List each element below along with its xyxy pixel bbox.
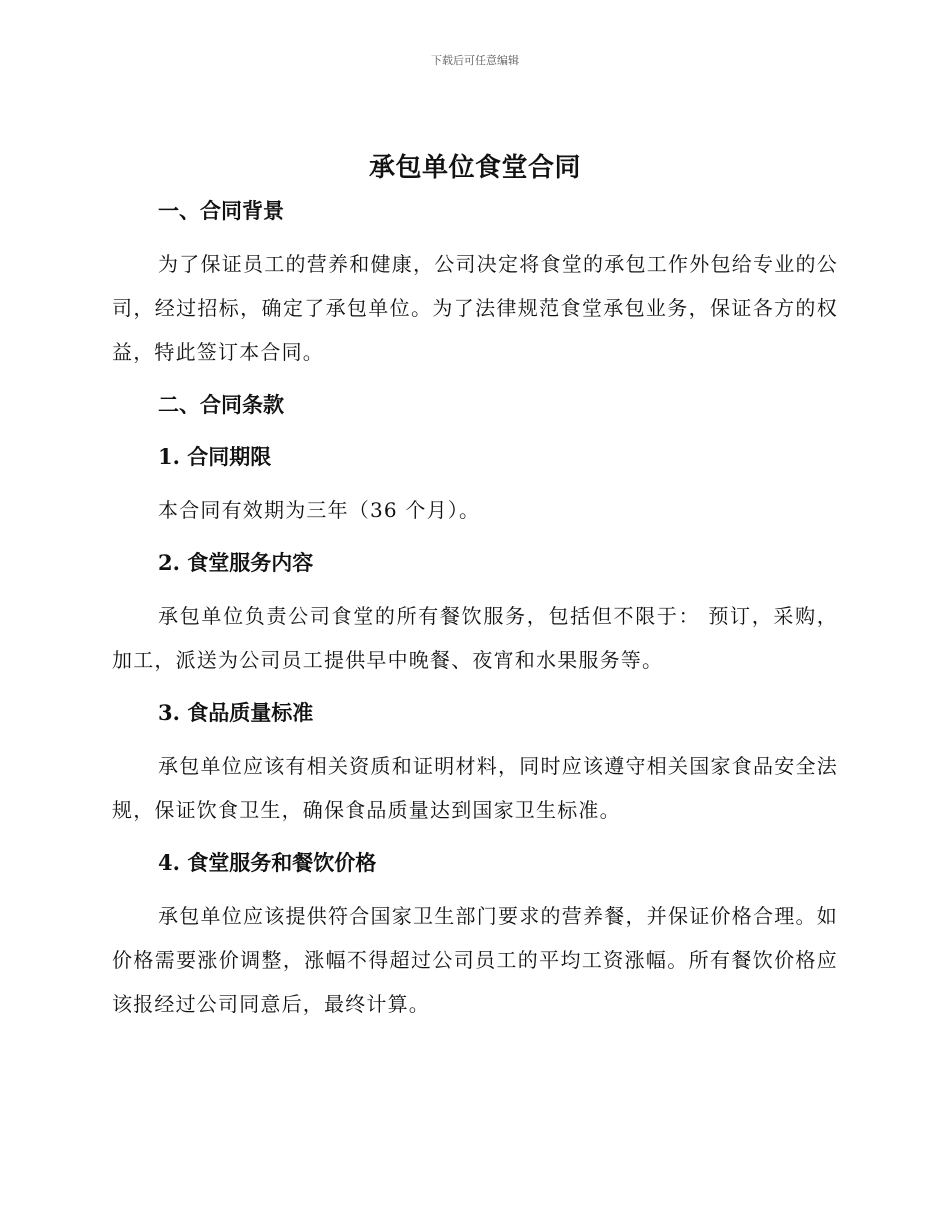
section-heading-background: 一、合同背景 bbox=[158, 198, 284, 223]
spacer bbox=[112, 730, 838, 744]
spacer bbox=[112, 832, 838, 846]
spacer bbox=[112, 682, 838, 696]
clause-heading-service: 2. 食堂服务内容 bbox=[158, 550, 314, 575]
spacer bbox=[112, 374, 838, 388]
clause-text-quality: 承包单位应该有相关资质和证明材料，同时应该遵守相关国家食品安全法规，保证饮食卫生，确保食品质量达到国家卫生标准。 bbox=[112, 754, 838, 822]
spacer bbox=[112, 474, 838, 488]
header-note: 下载后可任意编辑 bbox=[431, 54, 519, 67]
spacer bbox=[112, 422, 838, 440]
clause-text-service: 承包单位负责公司食堂的所有餐饮服务，包括但不限于： 预订，采购，加工，派送为公司员工提供早中晚餐、夜宵和水果服务等。 bbox=[112, 604, 838, 672]
spacer bbox=[112, 532, 838, 546]
background-paragraph: 为了保证员工的营养和健康，公司决定将食堂的承包工作外包给专业的公司，经过招标，确定了承包单位。为了法律规范食堂承包业务，保证各方的权益，特此签订本合同。 bbox=[112, 252, 838, 364]
section-heading-terms: 二、合同条款 bbox=[158, 392, 284, 417]
spacer bbox=[112, 580, 838, 594]
document-title: 承包单位食堂合同 bbox=[368, 153, 581, 183]
clause-heading-pricing: 4. 食堂服务和餐饮价格 bbox=[158, 850, 377, 875]
clause-text-term: 本合同有效期为三年（36 个月）。 bbox=[158, 498, 481, 522]
document-content bbox=[112, 146, 838, 1026]
clause-heading-term: 1. 合同期限 bbox=[158, 444, 272, 469]
clause-heading-quality: 3. 食品质量标准 bbox=[158, 700, 314, 725]
spacer bbox=[112, 880, 838, 894]
clause-text-pricing: 承包单位应该提供符合国家卫生部门要求的营养餐，并保证价格合理。如价格需要涨价调整，涨幅不得超过公司员工的平均工资涨幅。所有餐饮价格应该报经过公司同意后，最终计算。 bbox=[112, 904, 838, 1016]
spacer bbox=[112, 228, 838, 242]
